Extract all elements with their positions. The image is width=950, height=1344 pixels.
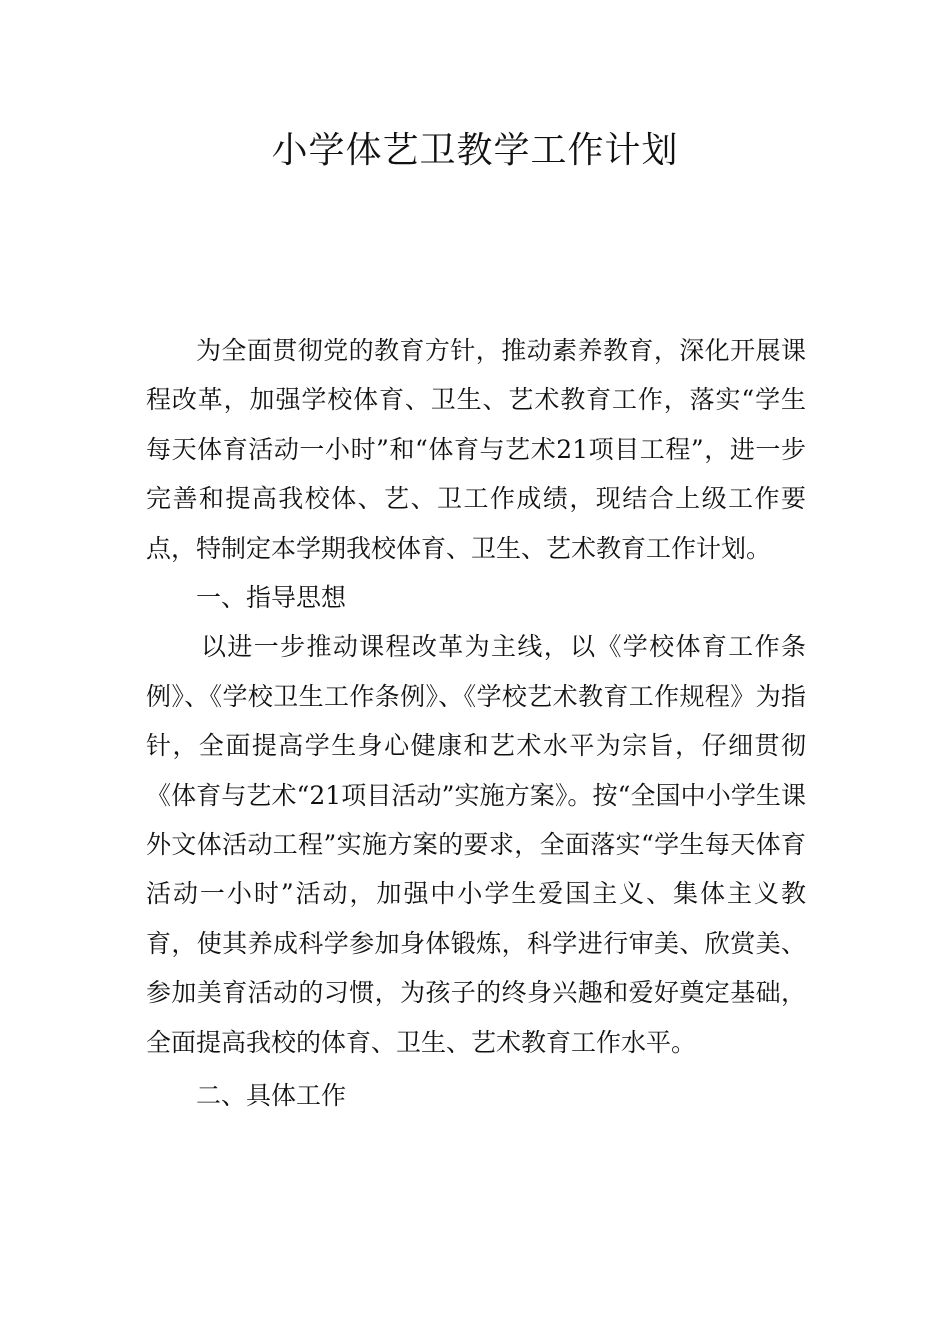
intro-paragraph: 为全面贯彻党的教育方针，推动素养教育，深化开展课程改革，加强学校体育、卫生、艺术教育工作，落实“学生每天体育活动一小时”和“体育与艺术21项目工程”，进一步完善和提高我校体、艺、卫工作成绩，现结合上级工作要点，特制定本学期我校体育、卫生、艺术教育工作计划。 [146, 336, 806, 563]
document-title: 小学体艺卫教学工作计划 [271, 130, 679, 171]
section-heading-specific-work: 二、具体工作 [196, 1081, 347, 1111]
guiding-ideology-paragraph: 以进一步推动课程改革为主线，以《学校体育工作条例》、《学校卫生工作条例》、《学校艺术教育工作规程》为指针，全面提高学生身心健康和艺术水平为宗旨，仔细贯彻《体育与艺术“21项目活动”实施方案》。按“全国中小学生课外文体活动工程”实施方案的要求，全面落实“学生每天体育活动一小时”活动，加强中小学生爱国主义、集体主义教育，使其养成科学参加身体锻炼，科学进行审美、欣赏美、参加美育活动的习惯，为孩子的终身兴趣和爱好奠定基础，全面提高我校的体育、卫生、艺术教育工作水平。 [146, 632, 806, 1057]
section-heading-guiding-ideology: 一、指导思想 [196, 583, 347, 613]
document-body [146, 326, 806, 1121]
